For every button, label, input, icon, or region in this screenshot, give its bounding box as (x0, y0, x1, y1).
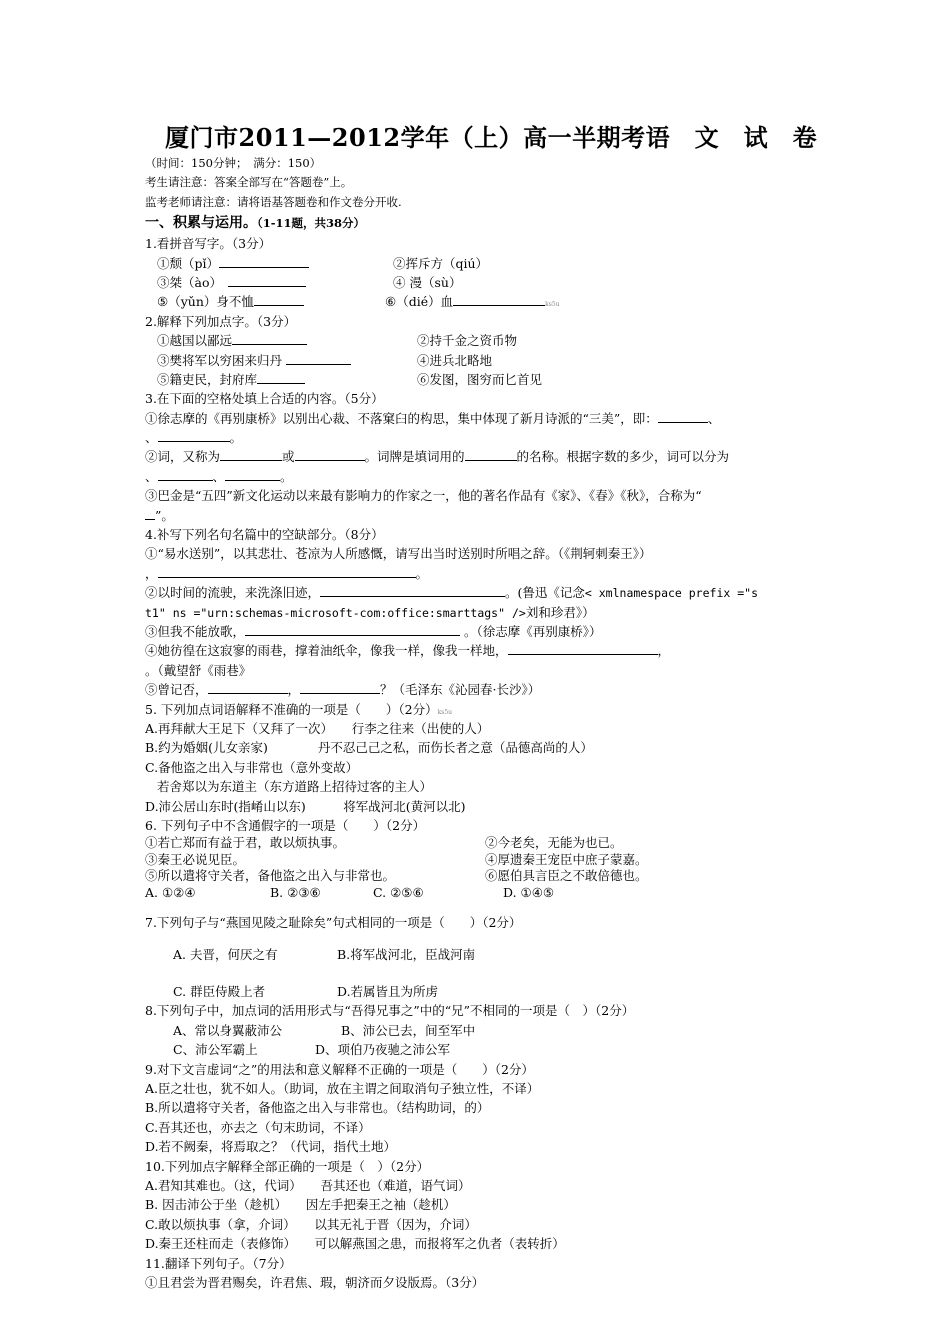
q3-line: 、 、 。 (145, 468, 293, 484)
q6-stem: 6. 下列句子中不含通假字的一项是（ ）（2分） (145, 817, 426, 833)
q4-line: 。（戴望舒《雨巷》 (145, 662, 252, 678)
q10-option: D.秦王还柱而走（表修饰） 可以解燕国之患，而报将军之仇者（表转折） (145, 1236, 565, 1252)
watermark: ks5u (545, 301, 560, 309)
q9-option: B.所以遣将守关者，备他盗之出入与非常也。（结构助词，的） (145, 1100, 490, 1116)
exam-page (145, 122, 818, 1292)
answer-blank (320, 583, 505, 597)
q3-line: ①徐志摩的《再别康桥》以别出心裁、不落窠臼的构思，集中体现了新月诗派的“三美”，即： 、 (145, 410, 721, 426)
q11-line: ①且君尝为晋君赐矣，许君焦、瑕，朝济而夕设版焉。（3分） (145, 1274, 485, 1290)
answer-blank (300, 680, 380, 694)
q5-option: A.再拜献大王足下（又拜了一次） 行李之往来（出使的人） (145, 720, 490, 736)
exam-time: （时间：150分钟； 满分：150） (145, 156, 322, 170)
q5-option: B.约为婚姻(儿女亲家) 丹不忍己己之私，而伤长者之意（品德高尚的人） (145, 740, 593, 756)
q1-stem: 1.看拼音写字。（3分） (145, 236, 272, 252)
answer-blank (225, 467, 280, 481)
q1-item: ③桀（ào） (157, 274, 216, 290)
student-notice: 考生请注意：答案全部写在“答题卷”上。 (145, 175, 353, 190)
q7-row: C. 群臣侍殿上者 D.若属皆且为所虏 (173, 984, 439, 1000)
q11-stem: 11.翻译下列句子。（7分） (145, 1255, 292, 1271)
q4-line: ④她彷徨在这寂寥的雨巷，撑着油纸伞，像我一样，像我一样地， ， (145, 643, 671, 659)
q1-row (145, 292, 815, 311)
answer-blank (158, 428, 230, 442)
q5-option: 若舍郑以为东道主（东方道路上招待过客的主人） (157, 779, 433, 795)
answer-blank (228, 273, 306, 287)
q8-row: C、沛公军霸上 D、项伯乃夜驰之沛公军 (173, 1042, 451, 1058)
q3-line: ②词，又称为 或 。词牌是填词用的 的名称。根据字数的多少，词可以分为 (145, 449, 730, 465)
q7-stem: 7.下列句子与“燕国见陵之耻除矣”句式相同的一项是（ ）（2分） (145, 915, 522, 931)
q2-item: ②持千金之资币物 (417, 333, 518, 349)
answer-blank (658, 409, 708, 423)
q2-row (145, 331, 815, 350)
q9-option: C.吾其还也，亦去之（句末助词，不译） (145, 1119, 371, 1135)
q2-item: ⑤籍吏民，封府库 (157, 371, 258, 387)
watermark: ks5u (437, 708, 453, 716)
q4-line: t1" ns ="urn:schemas-microsoft-com:office:smarttags" />刘和珍君》） (145, 604, 595, 620)
q8-stem: 8.下列句子中，加点词的活用形式与“吾得兄事之”中的“兄”不相同的一项是（ ）（2分） (145, 1003, 635, 1019)
q6-row: ①若亡郑而有益于君，敢以烦执事。 ②今老矣，无能为也已。 (145, 835, 623, 851)
q10-stem: 10.下列加点字解释全部正确的一项是（ ）（2分） (145, 1158, 430, 1174)
answer-blank (158, 564, 416, 578)
q10-option: C.敢以烦执事（拿，介词） 以其无礼于晋（因为，介词） (145, 1216, 477, 1232)
q4-line: ③但我不能放歌， 。（徐志摩《再别康桥》） (145, 623, 602, 639)
q2-item: ⑥发图，图穷而匕首见 (417, 371, 543, 387)
teacher-notice: 监考老师请注意：请将语基答题卷和作文卷分开收. (145, 194, 402, 209)
q1-item: ⑤（yǔn）身不恤 (157, 294, 254, 310)
answer-blank (295, 447, 365, 461)
q1-item: ⑥（dié）血 (385, 294, 454, 310)
answer-blank (508, 641, 658, 655)
q3-line: 、 。 (145, 430, 243, 446)
answer-blank (257, 370, 305, 384)
q9-stem: 9.对下文言虚词“之”的用法和意义解释不正确的一项是（ ）（2分） (145, 1061, 534, 1077)
q8-row: A、常以身翼蔽沛公 B、沛公已去，间至军中 (173, 1022, 476, 1038)
q1-item: ①颓（pǐ） (157, 255, 219, 271)
q3-line: ”。 (145, 506, 815, 525)
answer-blank (465, 447, 517, 461)
answer-blank (220, 447, 282, 461)
q6-row: ③秦王必说见臣。 ④厚遗秦王宠臣中庶子蒙嘉。 (145, 851, 648, 867)
q1-row (145, 273, 815, 292)
q5-option: C.备他盗之出入与非常也（意外变故） (145, 759, 359, 775)
q2-row (145, 370, 815, 389)
q1-item: ④ 漫（sù） (393, 274, 462, 290)
answer-blank (158, 467, 213, 481)
q4-line: ⑤曾记否， ， ？（毛泽东《沁园春·长沙》） (145, 682, 541, 698)
q2-item: ①越国以鄙远 (157, 333, 233, 349)
q6-row: ⑤所以遣将守关者，备他盗之出入与非常也。 ⑥愿伯具言臣之不敢倍德也。 (145, 868, 648, 884)
answer-blank (254, 292, 304, 306)
q9-option: A.臣之壮也，犹不如人。（助词，放在主谓之间取消句子独立性，不译） (145, 1081, 540, 1097)
q6-options: A. ①②④ B. ②③⑥ C. ②⑤⑥ D. ①④⑤ (145, 884, 555, 900)
q9-option: D.若不阙秦，将焉取之？（代词，指代土地） (145, 1139, 397, 1155)
q10-option: B. 因击沛公于坐（趁机） 因左手把秦王之袖（趁机） (145, 1197, 456, 1213)
q5-option: D.沛公居山东时(指崤山以东) 将军战河北(黄河以北) (145, 798, 466, 814)
section-heading: 一、积累与运用。（1-11题，共38分） (145, 215, 366, 232)
q3-line: ③巴金是“五四”新文化运动以来最有影响力的作家之一，他的著名作品有《家》、《春》《秋》，合称为“ (145, 488, 702, 504)
q1-item: ②挥斥方（qiú） (393, 255, 489, 271)
q4-line: ②以时间的流驶，来洗涤旧迹， 。(鲁迅《记念< xmlnamespace prefix ="s (145, 585, 758, 601)
answer-blank (219, 254, 309, 268)
q3-stem: 3.在下面的空格处填上合适的内容。（5分） (145, 391, 384, 407)
answer-blank (245, 622, 460, 636)
answer-blank (232, 331, 307, 345)
q10-option: A.君知其难也。（这，代词） 吾其还也（难道，语气词） (145, 1177, 471, 1193)
answer-blank (453, 292, 545, 306)
q4-line: ①“易水送别”，以其悲壮、苍凉为人所感慨，请写出当时送别时所唱之辞。（《荆轲刺秦王》） (145, 546, 652, 562)
q2-row (145, 351, 815, 370)
answer-blank (145, 506, 155, 520)
answer-blank (208, 680, 288, 694)
section-sub: （1-11题，共38分） (257, 216, 366, 231)
exam-title: 厦门市2011—2012学年（上）高一半期考语 文 试 卷 (165, 123, 818, 152)
q5-stem: 5. 下列加点词语解释不准确的一项是（ ）（2分）ks5u (145, 701, 453, 717)
answer-blank (286, 351, 351, 365)
q2-item: ③樊将军以穷困来归丹 (157, 352, 283, 368)
q4-stem: 4.补写下列名句名篇中的空缺部分。（8分） (145, 527, 384, 543)
q2-stem: 2.解释下列加点字。（3分） (145, 313, 297, 329)
q4-line: ， 。 (145, 565, 429, 581)
q2-item: ④进兵北略地 (417, 352, 493, 368)
q1-row (145, 254, 815, 273)
q7-row: A. 夫晋，何厌之有 B.将军战河北，臣战河南 (173, 946, 476, 962)
